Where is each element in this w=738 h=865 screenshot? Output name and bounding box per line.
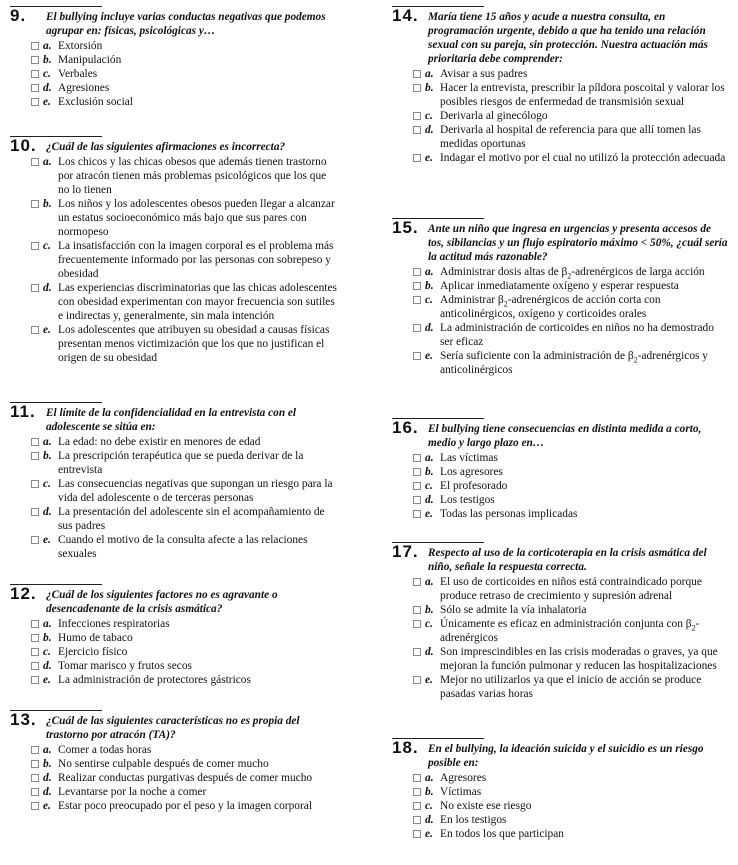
checkbox[interactable] xyxy=(31,158,39,166)
answer-option[interactable] xyxy=(392,813,728,827)
answer-option[interactable] xyxy=(10,155,340,197)
checkbox[interactable] xyxy=(31,452,39,460)
option-list xyxy=(10,617,340,687)
answer-option[interactable] xyxy=(392,507,728,521)
question-18 xyxy=(392,738,728,841)
answer-option[interactable] xyxy=(392,81,728,109)
checkbox[interactable] xyxy=(413,84,421,92)
checkbox[interactable] xyxy=(413,578,421,586)
question-number: 10. xyxy=(10,136,37,155)
option-text: Las víctimas xyxy=(440,452,498,464)
option-text: No sentirse culpable después de comer mucho xyxy=(58,758,269,770)
question-text: El bullying incluye varias conductas negativas que podemos agrupar en: físicas, psicológicas y… xyxy=(46,11,326,37)
answer-option[interactable] xyxy=(392,451,728,465)
question-14 xyxy=(392,6,728,165)
answer-option[interactable] xyxy=(10,617,340,631)
option-letter: a. xyxy=(43,744,52,756)
checkbox[interactable] xyxy=(31,42,39,50)
option-list xyxy=(10,39,340,109)
answer-option[interactable] xyxy=(10,771,340,785)
checkbox[interactable] xyxy=(413,816,421,824)
answer-option[interactable] xyxy=(392,603,728,617)
option-letter: c. xyxy=(43,68,51,80)
answer-option[interactable] xyxy=(392,645,728,673)
option-text: Humo de tabaco xyxy=(58,632,133,644)
option-list xyxy=(392,67,728,165)
checkbox[interactable] xyxy=(413,154,421,162)
option-letter: d. xyxy=(43,506,52,518)
checkbox[interactable] xyxy=(413,70,421,78)
checkbox[interactable] xyxy=(413,282,421,290)
option-letter: e. xyxy=(425,152,433,164)
checkbox[interactable] xyxy=(413,296,421,304)
option-letter: c. xyxy=(43,240,51,252)
option-letter: c. xyxy=(425,618,433,630)
checkbox[interactable] xyxy=(413,606,421,614)
option-text: Los testigos xyxy=(440,494,495,506)
option-text: Administrar $\beta_2$-adrenérgicos de acción corta con anticolinérgicos, oxígeno y corticoides orales xyxy=(440,294,661,320)
answer-option[interactable] xyxy=(10,799,340,813)
option-letter: a. xyxy=(43,436,52,448)
answer-option[interactable] xyxy=(392,673,728,701)
checkbox[interactable] xyxy=(31,620,39,628)
checkbox[interactable] xyxy=(31,648,39,656)
option-text: Exclusión social xyxy=(58,96,133,108)
option-text: Derivarla al hospital de referencia para que allí tomen las medidas oportunas xyxy=(440,124,701,150)
question-13 xyxy=(10,710,340,813)
question-number: 11. xyxy=(10,402,36,421)
question-number: 12. xyxy=(10,584,37,603)
option-letter: d. xyxy=(43,786,52,798)
option-text: En todos los que participan xyxy=(440,828,565,840)
question-text: ¿Cuál de las siguientes afirmaciones es incorrecta? xyxy=(46,141,286,153)
answer-option[interactable] xyxy=(10,477,340,505)
checkbox[interactable] xyxy=(31,634,39,642)
checkbox[interactable] xyxy=(413,496,421,504)
option-letter: c. xyxy=(425,294,433,306)
answer-option[interactable] xyxy=(10,659,340,673)
answer-option[interactable] xyxy=(392,265,728,279)
checkbox[interactable] xyxy=(413,774,421,782)
option-text: Víctimas xyxy=(440,786,482,798)
option-text: Los niños y los adolescentes obesos pueden llegar a alcanzar un estatus socioeconómico más bajo que sus pares con normopeso xyxy=(58,198,335,238)
checkbox[interactable] xyxy=(31,760,39,768)
question-text: El bullying tiene consecuencias en distinta medida a corto, medio y largo plazo en… xyxy=(428,423,702,449)
option-letter: d. xyxy=(425,646,434,658)
question-header xyxy=(392,542,728,574)
question-12 xyxy=(10,584,340,687)
option-list xyxy=(392,575,728,701)
question-header xyxy=(392,6,728,66)
option-text: La edad: no debe existir en menores de edad xyxy=(58,436,261,448)
option-text: La administración de protectores gástricos xyxy=(58,674,251,686)
question-header xyxy=(10,402,340,434)
question-number: 18. xyxy=(392,738,419,757)
option-letter: b. xyxy=(425,280,434,292)
answer-option[interactable] xyxy=(10,673,340,687)
checkbox[interactable] xyxy=(413,468,421,476)
question-header xyxy=(392,418,728,450)
answer-option[interactable] xyxy=(10,323,340,365)
answer-option[interactable] xyxy=(392,771,728,785)
option-letter: b. xyxy=(43,758,52,770)
option-letter: e. xyxy=(425,828,433,840)
option-letter: c. xyxy=(425,480,433,492)
checkbox[interactable] xyxy=(413,510,421,518)
option-list xyxy=(10,155,340,365)
checkbox[interactable] xyxy=(413,620,421,628)
question-header xyxy=(10,710,340,742)
checkbox[interactable] xyxy=(413,788,421,796)
question-number: 15. xyxy=(392,218,419,237)
option-text: Extorsión xyxy=(58,40,103,52)
question-15 xyxy=(392,218,728,377)
option-text: Levantarse por la noche a comer xyxy=(58,786,207,798)
option-text: En los testigos xyxy=(440,814,507,826)
answer-option[interactable] xyxy=(10,239,340,281)
option-text: Mejor no utilizarlos ya que el inicio de acción se produce pasadas varias horas xyxy=(440,674,702,700)
option-text: Hacer la entrevista, prescribir la píldora poscoital y valorar los posibles riesgos de enfermedad de transmisión sexual xyxy=(440,82,725,108)
checkbox[interactable] xyxy=(413,482,421,490)
answer-option[interactable] xyxy=(10,505,340,533)
option-text: Las consecuencias negativas que supongan un riesgo para la vida del adolescente o de terceras personas xyxy=(58,478,333,504)
question-text: María tiene 15 años y acude a nuestra consulta, en programación urgente, debido a que ha tenido una relación sexual con su pareja, sin protección. Nuestra actuación más prioritaria debe comprender: xyxy=(428,11,708,65)
option-letter: d. xyxy=(425,322,434,334)
option-text: Realizar conductas purgativas después de comer mucho xyxy=(58,772,313,784)
answer-option[interactable] xyxy=(10,67,340,81)
checkbox[interactable] xyxy=(31,662,39,670)
answer-option[interactable] xyxy=(10,645,340,659)
option-letter: e. xyxy=(425,350,433,362)
checkbox[interactable] xyxy=(413,454,421,462)
option-text: No existe ese riesgo xyxy=(440,800,532,812)
option-letter: e. xyxy=(43,324,51,336)
option-letter: a. xyxy=(43,40,52,52)
checkbox[interactable] xyxy=(413,352,421,360)
option-letter: e. xyxy=(425,674,433,686)
answer-option[interactable] xyxy=(392,575,728,603)
checkbox[interactable] xyxy=(413,830,421,838)
option-letter: a. xyxy=(425,772,434,784)
checkbox[interactable] xyxy=(31,200,39,208)
question-text: ¿Cuál de las siguientes características no es propia del trastorno por atracón (TA)? xyxy=(46,715,300,741)
answer-option[interactable] xyxy=(10,631,340,645)
option-letter: c. xyxy=(425,110,433,122)
option-letter: a. xyxy=(43,618,52,630)
option-list xyxy=(392,771,728,841)
question-header xyxy=(10,6,340,38)
option-letter: a. xyxy=(43,156,52,168)
option-text: Los adolescentes que atribuyen su obesidad a causas físicas presentan menos victimización que los que no justifican el origen de su obesidad xyxy=(58,324,330,364)
option-text: Avisar a sus padres xyxy=(440,68,528,80)
option-letter: d. xyxy=(425,814,434,826)
option-list xyxy=(10,743,340,813)
answer-option[interactable] xyxy=(392,67,728,81)
answer-option[interactable] xyxy=(392,321,728,349)
checkbox[interactable] xyxy=(413,268,421,276)
checkbox[interactable] xyxy=(31,802,39,810)
answer-option[interactable] xyxy=(10,53,340,67)
answer-option[interactable] xyxy=(10,39,340,53)
option-text: El profesorado xyxy=(440,480,508,492)
answer-option[interactable] xyxy=(392,349,728,377)
checkbox[interactable] xyxy=(31,98,39,106)
answer-option[interactable] xyxy=(10,785,340,799)
checkbox[interactable] xyxy=(413,648,421,656)
option-text: Tomar marisco y frutos secos xyxy=(58,660,192,672)
option-text: Agresiones xyxy=(58,82,110,94)
option-text: Verbales xyxy=(58,68,98,80)
option-letter: a. xyxy=(425,266,434,278)
answer-option[interactable] xyxy=(392,827,728,841)
option-text: Agresores xyxy=(440,772,487,784)
answer-option[interactable] xyxy=(10,449,340,477)
checkbox[interactable] xyxy=(413,802,421,810)
option-letter: b. xyxy=(425,604,434,616)
checkbox[interactable] xyxy=(31,536,39,544)
answer-option[interactable] xyxy=(10,743,340,757)
answer-option[interactable] xyxy=(10,95,340,109)
question-number: 16. xyxy=(392,418,419,437)
option-text: Son imprescindibles en las crisis moderadas o graves, ya que mejoran la función pulmonar y reducen las hospitalizaciones xyxy=(440,646,718,672)
question-text: En el bullying, la ideación suicida y el suicidio es un riesgo posible en: xyxy=(428,743,704,769)
option-text: Indagar el motivo por el cual no utilizó la protección adecuada xyxy=(440,152,726,164)
option-letter: a. xyxy=(425,452,434,464)
option-text: Manipulación xyxy=(58,54,122,66)
option-letter: d. xyxy=(43,282,52,294)
answer-option[interactable] xyxy=(10,757,340,771)
checkbox[interactable] xyxy=(31,746,39,754)
option-letter: b. xyxy=(425,786,434,798)
option-letter: e. xyxy=(43,96,51,108)
option-text: Derivarla al ginecólogo xyxy=(440,110,548,122)
option-letter: a. xyxy=(425,576,434,588)
question-header xyxy=(10,584,340,616)
answer-option[interactable] xyxy=(392,465,728,479)
question-number: 14. xyxy=(392,6,419,25)
checkbox[interactable] xyxy=(31,788,39,796)
question-number: 13. xyxy=(10,710,37,729)
checkbox[interactable] xyxy=(31,284,39,292)
question-text: El límite de la confidencialidad en la entrevista con el adolescente se sitúa en: xyxy=(46,407,297,433)
option-text: Infecciones respiratorias xyxy=(58,618,170,630)
answer-option[interactable] xyxy=(392,799,728,813)
answer-option[interactable] xyxy=(10,281,340,323)
answer-option[interactable] xyxy=(392,493,728,507)
answer-option[interactable] xyxy=(392,123,728,151)
question-10 xyxy=(10,136,340,365)
option-letter: a. xyxy=(425,68,434,80)
question-11 xyxy=(10,402,340,561)
question-header xyxy=(10,136,340,155)
answer-option[interactable] xyxy=(10,81,340,95)
option-text: Ejercicio físico xyxy=(58,646,128,658)
option-letter: b. xyxy=(425,466,434,478)
question-text: Ante un niño que ingresa en urgencias y presenta accesos de tos, sibilancias y un flujo espiratorio máximo < 50%, ¿cuál sería la actitud más razonable? xyxy=(428,223,728,263)
checkbox[interactable] xyxy=(31,242,39,250)
answer-option[interactable] xyxy=(392,151,728,165)
option-letter: c. xyxy=(43,478,51,490)
question-16 xyxy=(392,418,728,521)
answer-option[interactable] xyxy=(392,617,728,645)
option-list xyxy=(392,265,728,377)
answer-option[interactable] xyxy=(392,785,728,799)
option-list xyxy=(392,451,728,521)
checkbox[interactable] xyxy=(413,676,421,684)
question-9 xyxy=(10,6,340,109)
option-text: Sería suficiente con la administración de $\beta_2$-adrenérgicos y anticolinérgicos xyxy=(440,350,709,376)
option-letter: b. xyxy=(425,82,434,94)
answer-option[interactable] xyxy=(10,435,340,449)
option-text: Cuando el motivo de la consulta afecte a las relaciones sexuales xyxy=(58,534,308,560)
checkbox[interactable] xyxy=(413,324,421,332)
question-number: 17. xyxy=(392,542,419,561)
question-text: ¿Cuál de los siguientes factores no es agravante o desencadenante de la crisis asmática? xyxy=(46,589,278,615)
option-letter: b. xyxy=(43,450,52,462)
option-letter: d. xyxy=(425,494,434,506)
option-letter: e. xyxy=(43,674,51,686)
checkbox[interactable] xyxy=(31,774,39,782)
answer-option[interactable] xyxy=(392,293,728,321)
option-text: Estar poco preocupado por el peso y la imagen corporal xyxy=(58,800,312,812)
option-text: La prescripción terapéutica que se pueda derivar de la entrevista xyxy=(58,450,304,476)
option-letter: b. xyxy=(43,54,52,66)
checkbox[interactable] xyxy=(31,508,39,516)
question-number: 9. xyxy=(10,6,27,25)
option-text: Sólo se admite la vía inhalatoria xyxy=(440,604,587,616)
option-letter: e. xyxy=(43,800,51,812)
option-text: El uso de corticoides en niños está contraindicado porque produce retraso de crecimiento y supresión adrenal xyxy=(440,576,702,602)
option-letter: d. xyxy=(425,124,434,136)
question-17 xyxy=(392,542,728,701)
option-text: La insatisfacción con la imagen corporal es el problema más frecuentemente informado por las personas con sobrepeso y obesidad xyxy=(58,240,334,280)
question-text: Respecto al uso de la corticoterapia en la crisis asmática del niño, señale la respuesta correcta. xyxy=(428,547,707,573)
question-header xyxy=(392,738,728,770)
answer-option[interactable] xyxy=(392,109,728,123)
answer-option[interactable] xyxy=(392,279,728,293)
option-letter: d. xyxy=(43,660,52,672)
option-letter: d. xyxy=(43,82,52,94)
answer-option[interactable] xyxy=(392,479,728,493)
checkbox[interactable] xyxy=(413,112,421,120)
option-text: Únicamente es eficaz en administración conjunta con $\beta_2$-adrenérgicos xyxy=(440,618,700,644)
option-list xyxy=(10,435,340,561)
option-letter: c. xyxy=(43,646,51,658)
answer-option[interactable] xyxy=(10,533,340,561)
option-text: La administración de corticoides en niños no ha demostrado ser eficaz xyxy=(440,322,714,348)
option-text: Los agresores xyxy=(440,466,503,478)
question-header xyxy=(392,218,728,264)
option-text: Comer a todas horas xyxy=(58,744,152,756)
option-letter: b. xyxy=(43,198,52,210)
option-text: Todas las personas implicadas xyxy=(440,508,578,520)
checkbox[interactable] xyxy=(31,70,39,78)
option-letter: b. xyxy=(43,632,52,644)
option-text: La presentación del adolescente sin el acompañamiento de sus padres xyxy=(58,506,325,532)
checkbox[interactable] xyxy=(31,326,39,334)
checkbox[interactable] xyxy=(31,56,39,64)
option-text: Administrar dosis altas de $\beta_2$-adrenérgicos de larga acción xyxy=(440,266,705,281)
checkbox[interactable] xyxy=(31,438,39,446)
option-letter: c. xyxy=(425,800,433,812)
option-text: Aplicar inmediatamente oxígeno y esperar respuesta xyxy=(440,280,679,292)
option-letter: d. xyxy=(43,772,52,784)
answer-option[interactable] xyxy=(10,197,340,239)
checkbox[interactable] xyxy=(31,84,39,92)
option-text: Los chicos y las chicas obesos que además tienen trastorno por atracón tienen más problemas psicológicos que los que no lo tienen xyxy=(58,156,327,196)
option-text: Las experiencias discriminatorias que las chicas adolescentes con obesidad experimentan con mayor frecuencia son sutiles e indirectas y, generalmente, sin mala intención xyxy=(58,282,337,322)
checkbox[interactable] xyxy=(413,126,421,134)
option-letter: e. xyxy=(43,534,51,546)
option-letter: e. xyxy=(425,508,433,520)
checkbox[interactable] xyxy=(31,480,39,488)
checkbox[interactable] xyxy=(31,676,39,684)
